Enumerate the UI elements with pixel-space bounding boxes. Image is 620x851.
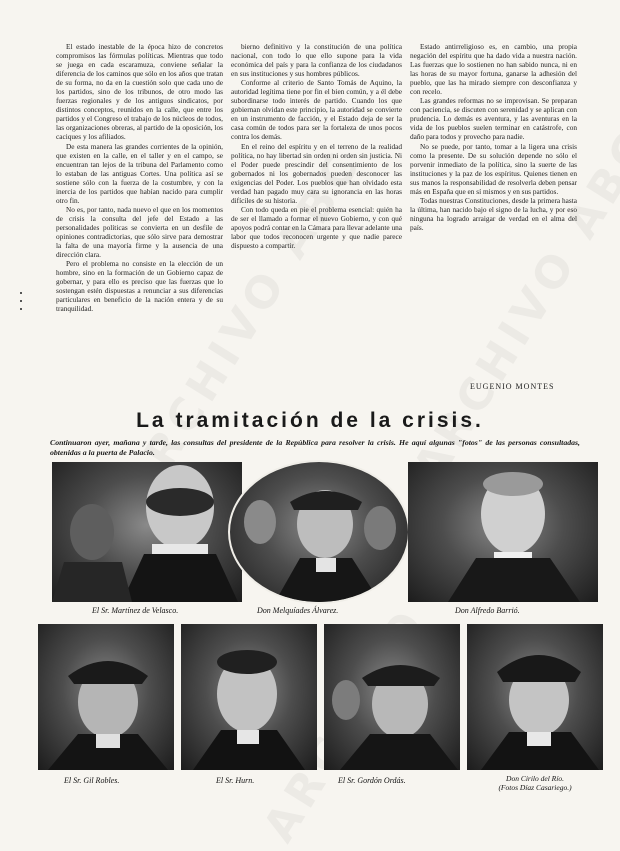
paragraph: Conforme al criterio de Santo Tomás de Aquino, la autoridad legítima tiene por fin el bien común, y a él debe subordinarse todo interés de partido. Cuando los que gobiernan olvidan este principio, la autoridad se convierte en un instrumento de facción, y el Estado deja de ser la casa común de todos para ser la fortaleza de unos pocos contra los demás.	[231, 78, 402, 142]
photo-caption: El Sr. Hurn.	[216, 776, 255, 785]
hat-icon	[290, 491, 362, 510]
photo-cirilo-del-rio	[467, 624, 603, 770]
paragraph: No es, por tanto, nada nuevo el que en los momentos de crisis la consulta del jefe del Estado a las personalidades políticas se convierta en un desfile de opiniones contradictorias, que sólo sirve para demostrar la falta de una mayoría firme y la ausencia de una dirección clara.	[56, 204, 223, 260]
portrait-silhouette-icon	[324, 624, 460, 770]
photo-caption	[476, 774, 594, 792]
paragraph: El estado inestable de la época hizo de concretos compromisos las fórmulas políticas. Mientras que todo se juega en cada escaramuza, conviene señalar la diferencia de los caminos que sólo en los años que tratan de su forma, no da en la cuestión solo que cada uno de los partidos, sino de los tribunos, de otro modo las fuerzas regionales y de los antiguos sindicatos, por distintos conceptos, reunidos en la calle, que entre los partidos y el Congreso el trabajo de los núcleos de todos, las organizaciones obreras, al partido de la oposición, los caciques y los afiliados.	[56, 42, 223, 142]
hat-icon	[497, 655, 581, 682]
headline: La tramitación de la crisis.	[136, 409, 484, 432]
paragraph: Estado antirreligioso es, en cambio, una propia negación del espíritu que ha dado vida a nuestra nación. Las fuerzas que lo sostienen no han sabido nunca, ni en las horas de su mayor fortuna, ganarse la adhesión del pueblo, que las ha mirado siempre con desconfianza y con recelo.	[410, 42, 577, 97]
photo-caption: El Sr. Martínez de Velasco.	[92, 606, 179, 615]
portrait-silhouette-icon	[408, 462, 598, 602]
photo-caption: Don Melquíades Álvarez.	[257, 606, 339, 615]
paragraph: De esta manera las grandes corrientes de la opinión, que existen en la calle, en el taller y en el campo, se encuentran tan lejos de la tribuna del Parlamento como lo estaban de las antiguas Cortes. Una política así se sostiene sólo con la fuerza de la costumbre, y con la inercia de los partidos que habían nacido para cumplir otro fin.	[56, 141, 223, 205]
portrait-silhouette-icon	[181, 624, 317, 770]
photo-alfredo-barrio	[408, 462, 598, 602]
paragraph: No se puede, por tanto, tomar a la ligera una crisis como la presente. De su solución depende no sólo el porvenir inmediato de la política, sino la suerte de las instituciones y la paz de los espíritus. Quienes tienen en sus manos la responsabilidad de resolverla deben pensar más en España que en sí mismos y en sus partidos.	[410, 141, 577, 196]
margin-marks	[20, 292, 22, 322]
photo-caption: El Sr. Gil Robles.	[64, 776, 120, 785]
paragraph: Pero el problema no consiste en la elección de un hombre, sino en la formación de un Gobierno capaz de gobernar, y para ello es preciso que las fuerzas que lo sostengan estén dispuestas a renunciar a sus diferencias particulares en beneficio de la nación entera y de su tranquilidad.	[56, 259, 223, 314]
photo-hurn	[181, 624, 317, 770]
hat-icon	[362, 665, 440, 686]
subheadline: Continuaron ayer, mañana y tarde, las consultas del presidente de la República para resolver la crisis. He aquí algunas "fotos" de las personas consultadas, obtenidas a la puerta de Palacio.	[50, 438, 580, 457]
portrait-silhouette-icon	[38, 624, 174, 770]
photo-melquiades-alvarez	[228, 460, 410, 604]
paragraph: Las grandes reformas no se improvisan. Se preparan con paciencia, se discuten con serenidad y se aplican con prudencia. Lo demás es aventura, y las aventuras en la vida de los pueblos suelen terminar en catástrofe, con daño para todos y provecho para nadie.	[410, 96, 577, 142]
paragraph: En el reino del espíritu y en el terreno de la realidad política, no hay libertad sin orden ni orden sin justicia. Ni el Poder puede prescindir del consentimiento de los gobernados ni los gobernados pueden desconocer las exigencias del Poder. Los pueblos que han olvidado esta verdad han pagado muy cara su ignorancia en las horas difíciles de su historia.	[231, 141, 402, 205]
photo-caption: Don Alfredo Barrió.	[455, 606, 520, 615]
photo-caption: El Sr. Gordón Ordás.	[338, 776, 406, 785]
author-signature: EUGENIO MONTES	[470, 382, 555, 391]
paragraph: Todas nuestras Constituciones, desde la primera hasta la última, han nacido bajo el signo de la lucha, y por eso ninguna ha logrado arraigar de verdad en el alma del país.	[410, 195, 577, 232]
caption-name: Don Cirilo del Río.	[506, 774, 564, 783]
article-column-3	[410, 42, 577, 342]
paragraph: Con todo queda en pie el problema esencial: quién ha de ser el llamado a formar el nuevo Gobierno, y con qué apoyos podrá contar en la Cámara para llevar adelante una labor que todos reconocen urgente y que nadie parece dispuesto a compartir.	[231, 204, 402, 251]
photo-gordon-ordas	[324, 624, 460, 770]
portrait-silhouette-icon	[52, 462, 242, 602]
article-column-1	[56, 42, 223, 390]
portrait-silhouette-icon	[467, 624, 603, 770]
photo-gil-robles	[38, 624, 174, 770]
paragraph: bierno definitivo y la constitución de una política nacional, con todo lo que ello supone para la vida económica del país y para la confianza de los ciudadanos en sus instituciones y sus hombres públicos.	[231, 42, 402, 79]
hat-icon	[68, 661, 148, 684]
photo-martinez-de-velasco	[52, 462, 242, 602]
photo-credit: (Fotos Díaz Casariego.)	[498, 783, 572, 792]
portrait-silhouette-icon	[230, 462, 408, 602]
article-column-2	[231, 42, 402, 394]
